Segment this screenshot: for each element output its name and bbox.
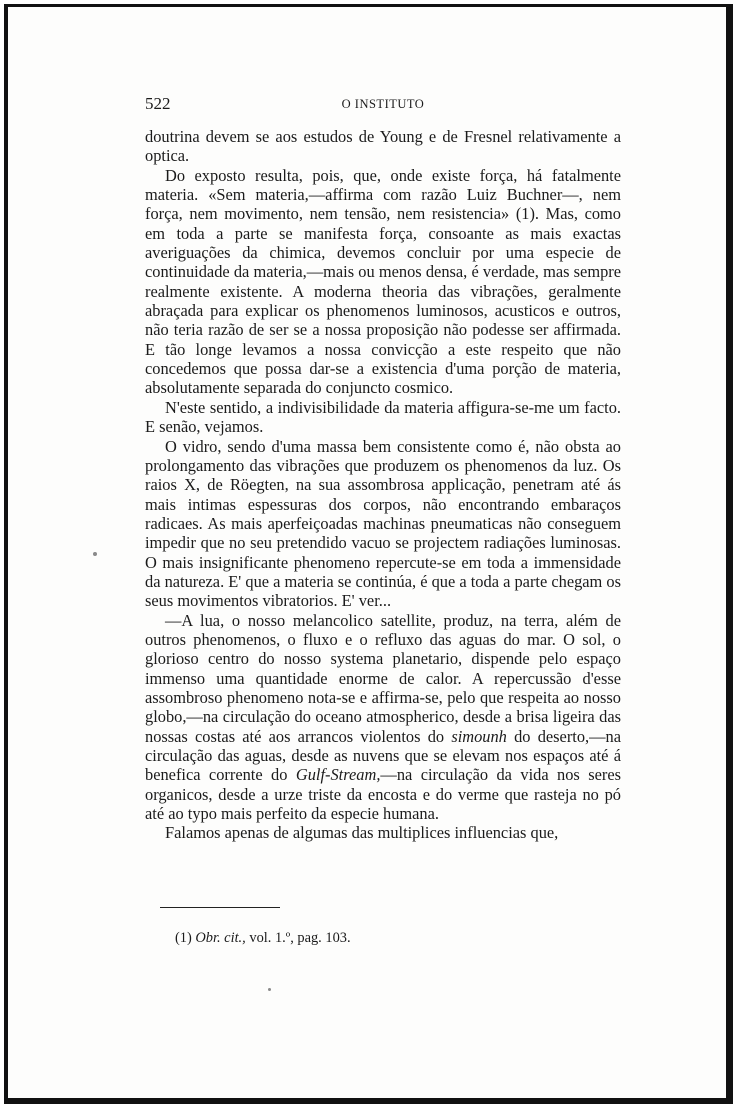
running-title: O INSTITUTO bbox=[341, 97, 425, 111]
paper-speck bbox=[93, 552, 97, 556]
page-header bbox=[145, 94, 621, 120]
paragraph-3: N'este sentido, a indivisibilidade da materia affigura-se-me um facto. E senão, vejamos. bbox=[145, 397, 621, 437]
page-number: 522 bbox=[145, 94, 171, 113]
simounh-word: simounh bbox=[451, 726, 507, 746]
body-text bbox=[145, 127, 621, 843]
paragraph-2: Do exposto resulta, pois, que, onde existe força, há fatalmente materia. «Sem materia,—affirma com razão Luiz Buchner—, nem força, nem movimento, nem tensão, nem resistencia» (1). Mas, como em toda a parte se manifesta força, consoante as mais exactas averiguações da chimica, devemos concluir por uma especie de continuidade da materia,—mais ou menos densa, é verdade, mas sempre realmente existente. A moderna theoria das vibrações, geralmente abraçada para explicar os phenomenos luminosos, acusticos e outros, não teria razão de ser se a nossa proposição não podesse ser affirmada. E tão longe levamos a nossa convicção a este respeito que não concedemos que possa dar-se a existencia d'uma porção de materia, absolutamente separada do conjuncto cosmico. bbox=[145, 165, 621, 398]
footnote-marker: (1) bbox=[175, 930, 192, 946]
paragraph-6: Falamos apenas de algumas das multiplices influencias que, bbox=[165, 823, 559, 843]
paragraph-1: doutrina devem se aos estudos de Young e de Fresnel relativamente a optica. bbox=[145, 127, 621, 166]
paragraph-5 bbox=[145, 611, 621, 824]
paper-speck bbox=[268, 988, 271, 991]
gulf-stream-word: Gulf-Stream, bbox=[295, 765, 381, 785]
footnote-reference: vol. 1.º, pag. 103. bbox=[249, 930, 351, 946]
footnote bbox=[175, 930, 351, 947]
paragraph-4: O vidro, sendo d'uma massa bem consistente como é, não obsta ao prolongamento das vibrações que produzem os phenomenos da luz. Os raios X, de Röegten, na sua assombrosa applicação, penetram até ás mais intimas espessuras dos corpos, não encontrando embaraços radicaes. As mais aperfeiçoadas machinas pneumaticas não conseguem impedir que no seu pretendido vacuo se projectem radiações luminosas. O mais insignificante phenomeno repercute-se em toda a immensidade da natureza. E' que a materia se continúa, é que a toda a parte chegam os seus movimentos vibratorios. E' ver... bbox=[145, 436, 621, 611]
paragraph-5-part-2: do deserto,—na circulação das aguas, desde as nuvens que se elevam nos espaços até á benefica corrente do bbox=[145, 726, 621, 785]
paragraph-5-part-3: —na circulação da vida nos seres organicos, desde a urze triste da encosta e do verme que rasteja no pó até ao typo mais perfeito da especie humana. bbox=[145, 765, 622, 824]
footnote-work: Obr. cit., bbox=[195, 930, 246, 946]
paragraph-5-part-1: —A lua, o nosso melancolico satellite, produz, na terra, além de outros phenomenos, o fluxo e o refluxo das aguas do mar. O sol, o glorioso centro do nosso systema planetario, dispende pelo espaço immenso uma quantidade enorme de calor. A repercussão d'esse assombroso phenomeno nota-se e affirma-se, pelo que respeita ao nosso globo,—na circulação do oceano atmospherico, desde a brisa ligeira das nossas costas até aos arrancos violentos do bbox=[145, 610, 621, 746]
footnote-divider bbox=[160, 907, 280, 908]
